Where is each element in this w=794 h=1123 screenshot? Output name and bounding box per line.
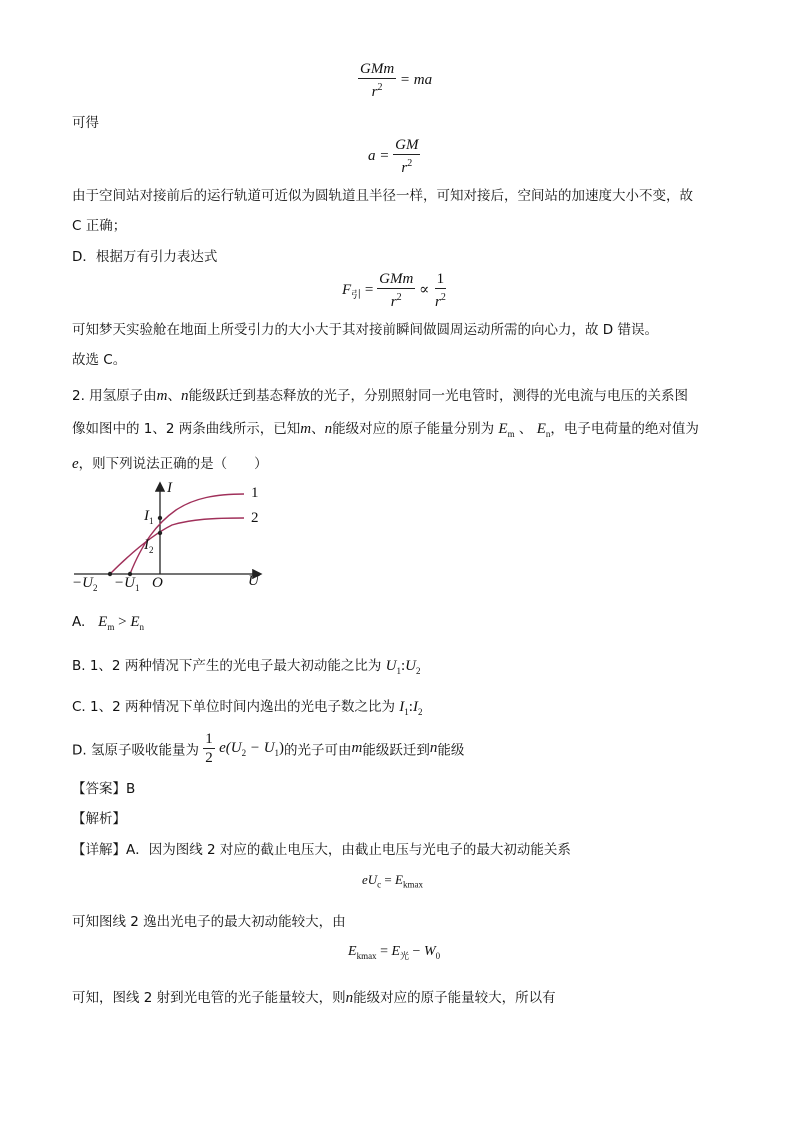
denominator: $r^2$ (390, 292, 402, 310)
force-symbol: $F_引$ (342, 281, 362, 301)
label-neg-u1: $-U_1$ (114, 575, 140, 593)
den-var: r (401, 160, 408, 176)
energy-n: $E_n$ (536, 421, 551, 439)
numerator-2: 1 (436, 271, 445, 287)
var-m: m (156, 388, 168, 404)
q2-text-b: 能级跃迁到基态释放的光子，分别照射同一光电管时，测得的光电流与电压的关系图 (188, 388, 689, 404)
label-neg-u2: $-U_2$ (72, 575, 98, 593)
point-i1 (158, 516, 162, 520)
den-var: r (371, 84, 378, 100)
equation-gravity-force (342, 270, 448, 311)
q2-text-2a: 像如图中的 1、2 两条曲线所示，已知 (72, 421, 301, 437)
numerator: GMm (379, 271, 414, 287)
detail-line3 (72, 986, 556, 1007)
label-i1: $I_1$ (144, 508, 154, 526)
label-i2: $I_2$ (144, 537, 154, 555)
q2-text-2b: 能级对应的原子能量分别为 (332, 421, 495, 437)
option-a: A. $E_m > E_n$ (72, 614, 144, 632)
option-d-text4: 能级 (437, 742, 465, 759)
option-d-text1: D. 氢原子吸收能量为 (72, 742, 199, 759)
option-a-prefix: A. (72, 614, 86, 630)
option-c-ratio: $I_1:I_2$ (399, 699, 423, 717)
option-b-text: B. 1、2 两种情况下产生的光电子最大初动能之比为 (72, 658, 382, 674)
numerator: GMm (360, 61, 395, 77)
option-d-text2: 的光子可由 (284, 742, 352, 759)
fraction (358, 60, 396, 101)
curve-1-label: 1 (251, 485, 259, 501)
option-c (72, 695, 422, 717)
question2-line1 (72, 384, 688, 405)
proportional-sign: ∝ (419, 281, 430, 298)
energy-m: $E_m$ (498, 421, 515, 439)
option-c-text: C. 1、2 两种情况下单位时间内逸出的光电子数之比为 (72, 699, 395, 715)
fraction-2 (433, 270, 448, 311)
fraction (393, 136, 420, 177)
var-n: n (345, 990, 354, 1006)
paragraph-d: D．根据万有引力表达式 (72, 249, 218, 265)
var-e: e (72, 456, 79, 472)
equation-cutoff: $eU_c = E_{kmax}$ (362, 872, 423, 890)
question2-line3 (72, 452, 268, 473)
equation-einstein: $E_{kmax} = E_光 - W_0$ (348, 944, 441, 961)
answer-label: 【答案】B (72, 781, 136, 797)
fraction (377, 270, 415, 311)
q2-text-3b: ，则下列说法正确的是（ ） (78, 456, 268, 472)
equation-gravity-ma (358, 60, 432, 101)
option-b (72, 654, 420, 676)
q2-text-a: 2. 用氢原子由 (72, 388, 157, 404)
question2-line2: 像如图中的 1、2 两条曲线所示，已知m、n能级对应的原子能量分别为 $E_m$ 、 $E_n$，电子电荷量的绝对值为 (72, 421, 699, 439)
force-sub: 引 (351, 289, 362, 301)
point-u2 (108, 572, 112, 576)
point-i2 (158, 531, 162, 535)
paragraph-d2: 可知梦天实验舱在地面上所受引力的大小大于其对接前瞬间做圆周运动所需的向心力，故 D 错误。 (72, 322, 658, 338)
denominator-2: $r^2$ (434, 292, 446, 310)
q2-text-2c: ，电子电荷量的绝对值为 (550, 421, 699, 437)
curve-2 (110, 518, 244, 574)
curve-1 (130, 494, 244, 574)
analysis-label: 【解析】 (72, 811, 126, 827)
option-d-expr: $e(U_2 - U_1)$ (219, 739, 285, 758)
text-kede: 可得 (72, 115, 99, 131)
equals: = (364, 281, 374, 298)
numerator: GM (395, 137, 419, 153)
photoelectric-iu-graph (66, 478, 276, 598)
equation-acceleration (368, 136, 420, 177)
paragraph-choose-c: 故选 C。 (72, 352, 127, 368)
option-d: D. 氢原子吸收能量为 $\frac{1}{2}$ $e(U_2 - U_1)$的光子可由m能级跃迁到n能级 (72, 731, 465, 766)
rhs: = ma (399, 71, 433, 88)
lhs: a = (368, 147, 390, 164)
fraction-half: $\frac{1}{2}$ (205, 731, 213, 766)
denominator: $r^2$ (401, 158, 413, 176)
y-axis-label: I (167, 480, 172, 496)
curve-2-label: 2 (251, 510, 259, 526)
option-d-text3: 能级跃迁到 (362, 742, 430, 759)
detail-line2: 可知图线 2 逸出光电子的最大初动能较大，由 (72, 914, 346, 930)
origin-label: O (152, 575, 163, 591)
sep: 、 (167, 388, 182, 404)
var-n: n (181, 388, 189, 404)
detail3-text-b: 能级对应的原子能量较大，所以有 (353, 990, 556, 1006)
paragraph-c-line2: C 正确； (72, 218, 127, 234)
detail3-text-a: 可知，图线 2 射到光电管的光子能量较大，则 (72, 990, 346, 1006)
option-b-ratio: $U_1:U_2$ (385, 658, 421, 676)
denominator: $r^2$ (371, 82, 383, 100)
paragraph-c-line1: 由于空间站对接前后的运行轨道可近似为圆轨道且半径一样，可知对接后，空间站的加速度大小不变，故 (72, 188, 693, 204)
x-axis-label: U (248, 573, 259, 589)
detail-line1: 【详解】A．因为图线 2 对应的截止电压大，由截止电压与光电子的最大初动能关系 (72, 842, 571, 858)
